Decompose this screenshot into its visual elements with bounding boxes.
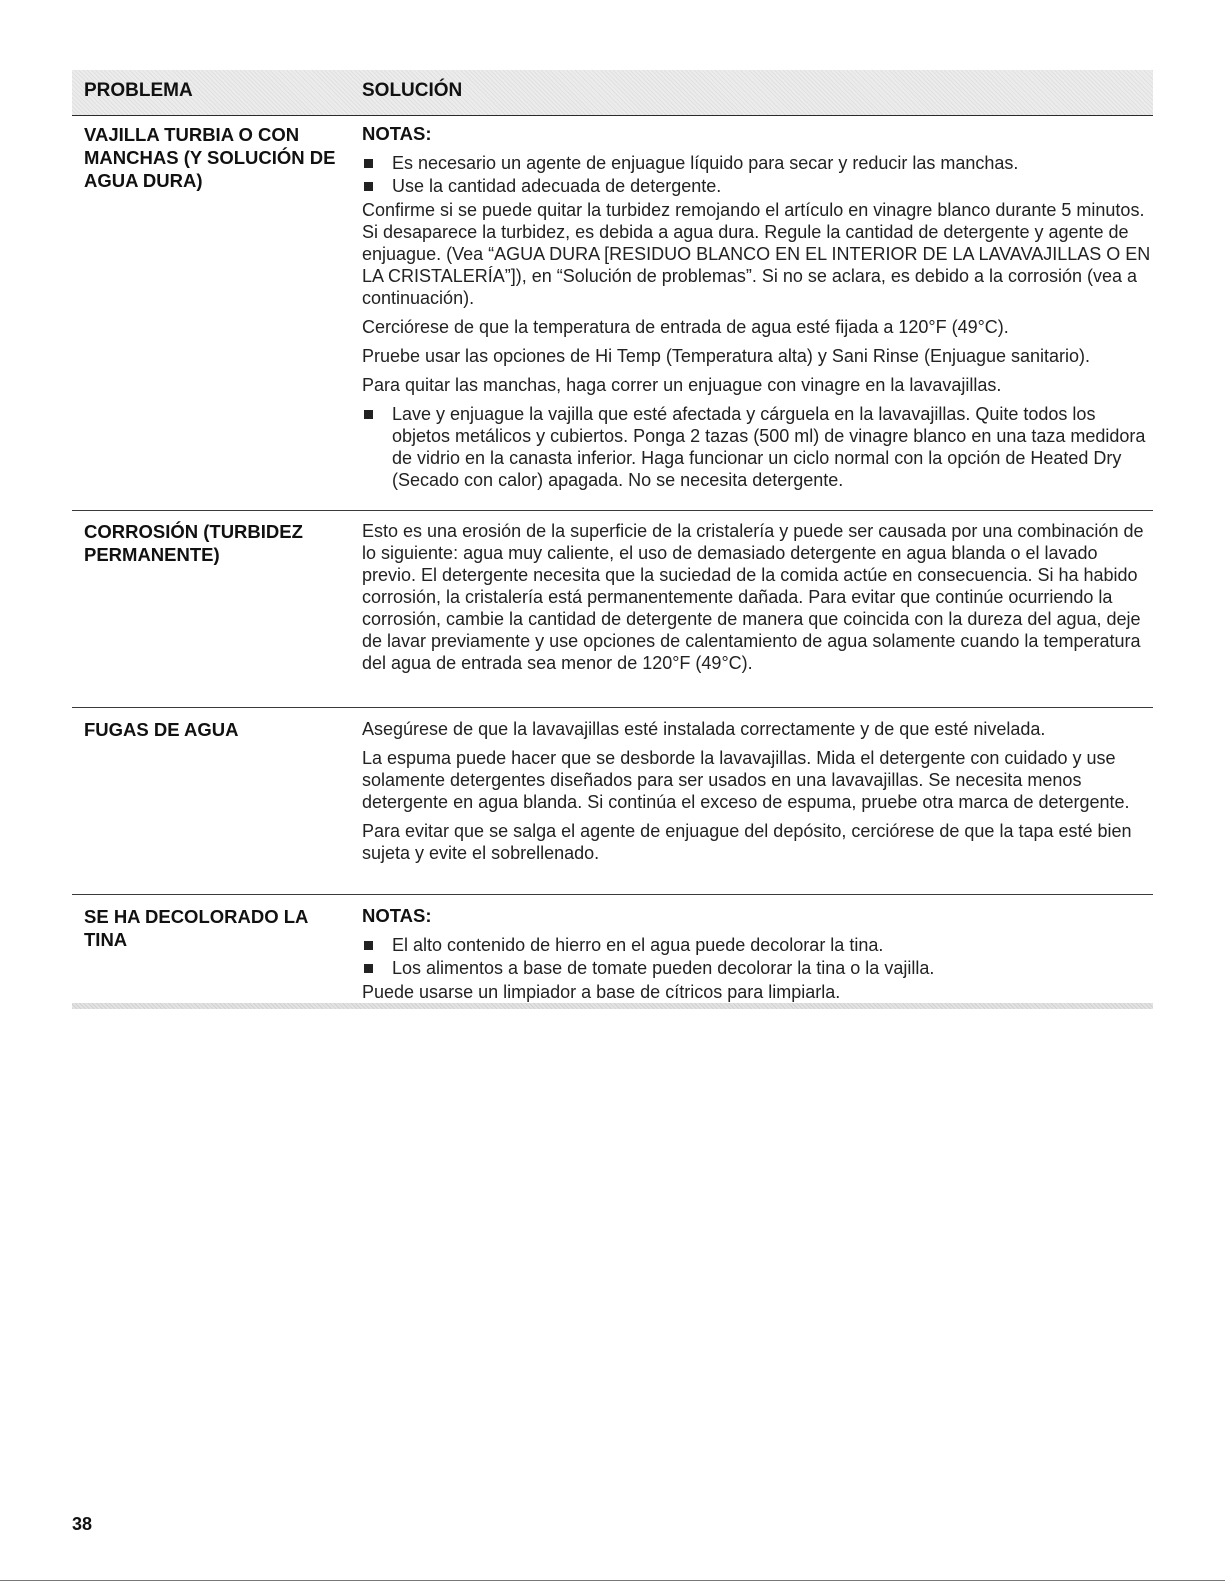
row-divider	[72, 510, 1153, 511]
solution-paragraph: Confirme si se puede quitar la turbidez remojando el artículo en vinagre blanco durante 5 minutos. Si desaparece la turbidez, es debida a agua dura. Regule la cantidad de detergente y agente de enjuague. (Vea “AGUA DURA [RESIDUO BLANCO EN EL INTERIOR DE LA LAVAVAJILLAS O EN LA CRISTALERÍA”]), en “Solución de problemas”. Si no se aclara, es debido a la corrosión (vea a continuación).	[362, 200, 1151, 308]
problem-label: VAJILLA TURBIA O CON MANCHAS (Y SOLUCIÓN DE AGUA DURA)	[84, 124, 336, 191]
solution-paragraph: Para evitar que se salga el agente de enjuague del depósito, cerciórese de que la tapa esté bien sujeta y evite el sobrellenado.	[362, 821, 1132, 863]
page-number: 38	[72, 1514, 93, 1534]
page-edge-line	[0, 1580, 1225, 1581]
list-item: Use la cantidad adecuada de detergente.	[362, 175, 1152, 197]
solution-cell	[362, 520, 1152, 681]
bullet-icon	[364, 182, 373, 191]
solution-paragraph: Esto es una erosión de la superficie de la cristalería y puede ser causada por una combinación de lo siguiente: agua muy caliente, el uso de demasiado detergente en agua blanda o el lavado previo. El detergente necesita que la suciedad de la comida actúe en consecuencia. Si ha habido corrosión, la cristalería está permanentemente dañada. Para evitar que continúe ocurriendo la corrosión, cambie la cantidad de detergente de manera que coincida con la dureza del agua, deje de lavar previamente y use opciones de calentamiento de agua solamente cuando la temperatura del agua de entrada sea menor de 120°F (49°C).	[362, 521, 1144, 673]
list-item: Es necesario un agente de enjuague líquido para secar y reducir las manchas.	[362, 152, 1152, 174]
table-header	[72, 70, 1153, 116]
bullet-icon	[364, 410, 373, 419]
bullet-icon	[364, 159, 373, 168]
problem-label: CORROSIÓN (TURBIDEZ PERMANENTE)	[84, 521, 303, 565]
list-item: Lave y enjuague la vajilla que esté afectada y cárguela en la lavavajillas. Quite todos los objetos metálicos y cubiertos. Ponga 2 tazas (500 ml) de vinagre blanco en una taza medidora de vidrio en la canasta inferior. Haga funcionar un ciclo normal con la opción de Heated Dry (Secado con calor) apagada. No se necesita detergente.	[362, 403, 1152, 491]
solution-paragraph: Asegúrese de que la lavavajillas esté instalada correctamente y de que esté nivelada.	[362, 719, 1046, 739]
row-divider	[72, 894, 1153, 895]
notes-list	[362, 934, 1152, 979]
solution-paragraph: La espuma puede hacer que se desborde la lavavajillas. Mida el detergente con cuidado y use solamente detergentes diseñados para ser usados en una lavavajillas. Se necesita menos detergente en agua blanda. Si continúa el exceso de espuma, pruebe otra marca de detergente.	[362, 748, 1130, 812]
notes-heading: NOTAS:	[362, 905, 432, 926]
table-footer-bar	[72, 1003, 1153, 1009]
solution-paragraph: Puede usarse un limpiador a base de cítricos para limpiarla.	[362, 982, 841, 1002]
solution-paragraph: Para quitar las manchas, haga correr un enjuague con vinagre en la lavavajillas.	[362, 375, 1002, 395]
bullet-icon	[364, 941, 373, 950]
list-item: Los alimentos a base de tomate pueden decolorar la tina o la vajilla.	[362, 957, 1152, 979]
header-problema: PROBLEMA	[84, 80, 193, 101]
list-item: El alto contenido de hierro en el agua puede decolorar la tina.	[362, 934, 1152, 956]
steps-list	[362, 403, 1152, 491]
problem-label: SE HA DECOLORADO LA TINA	[84, 906, 308, 950]
solution-cell	[362, 905, 1152, 1010]
solution-cell	[362, 718, 1152, 871]
bullet-icon	[364, 964, 373, 973]
problem-label: FUGAS DE AGUA	[84, 719, 239, 740]
row-divider	[72, 707, 1153, 708]
header-solucion: SOLUCIÓN	[362, 80, 463, 101]
notes-heading: NOTAS:	[362, 123, 432, 144]
solution-cell	[362, 123, 1152, 493]
solution-paragraph: Cerciórese de que la temperatura de entrada de agua esté fijada a 120°F (49°C).	[362, 317, 1009, 337]
notes-list	[362, 152, 1152, 197]
solution-paragraph: Pruebe usar las opciones de Hi Temp (Temperatura alta) y Sani Rinse (Enjuague sanitario).	[362, 346, 1091, 366]
